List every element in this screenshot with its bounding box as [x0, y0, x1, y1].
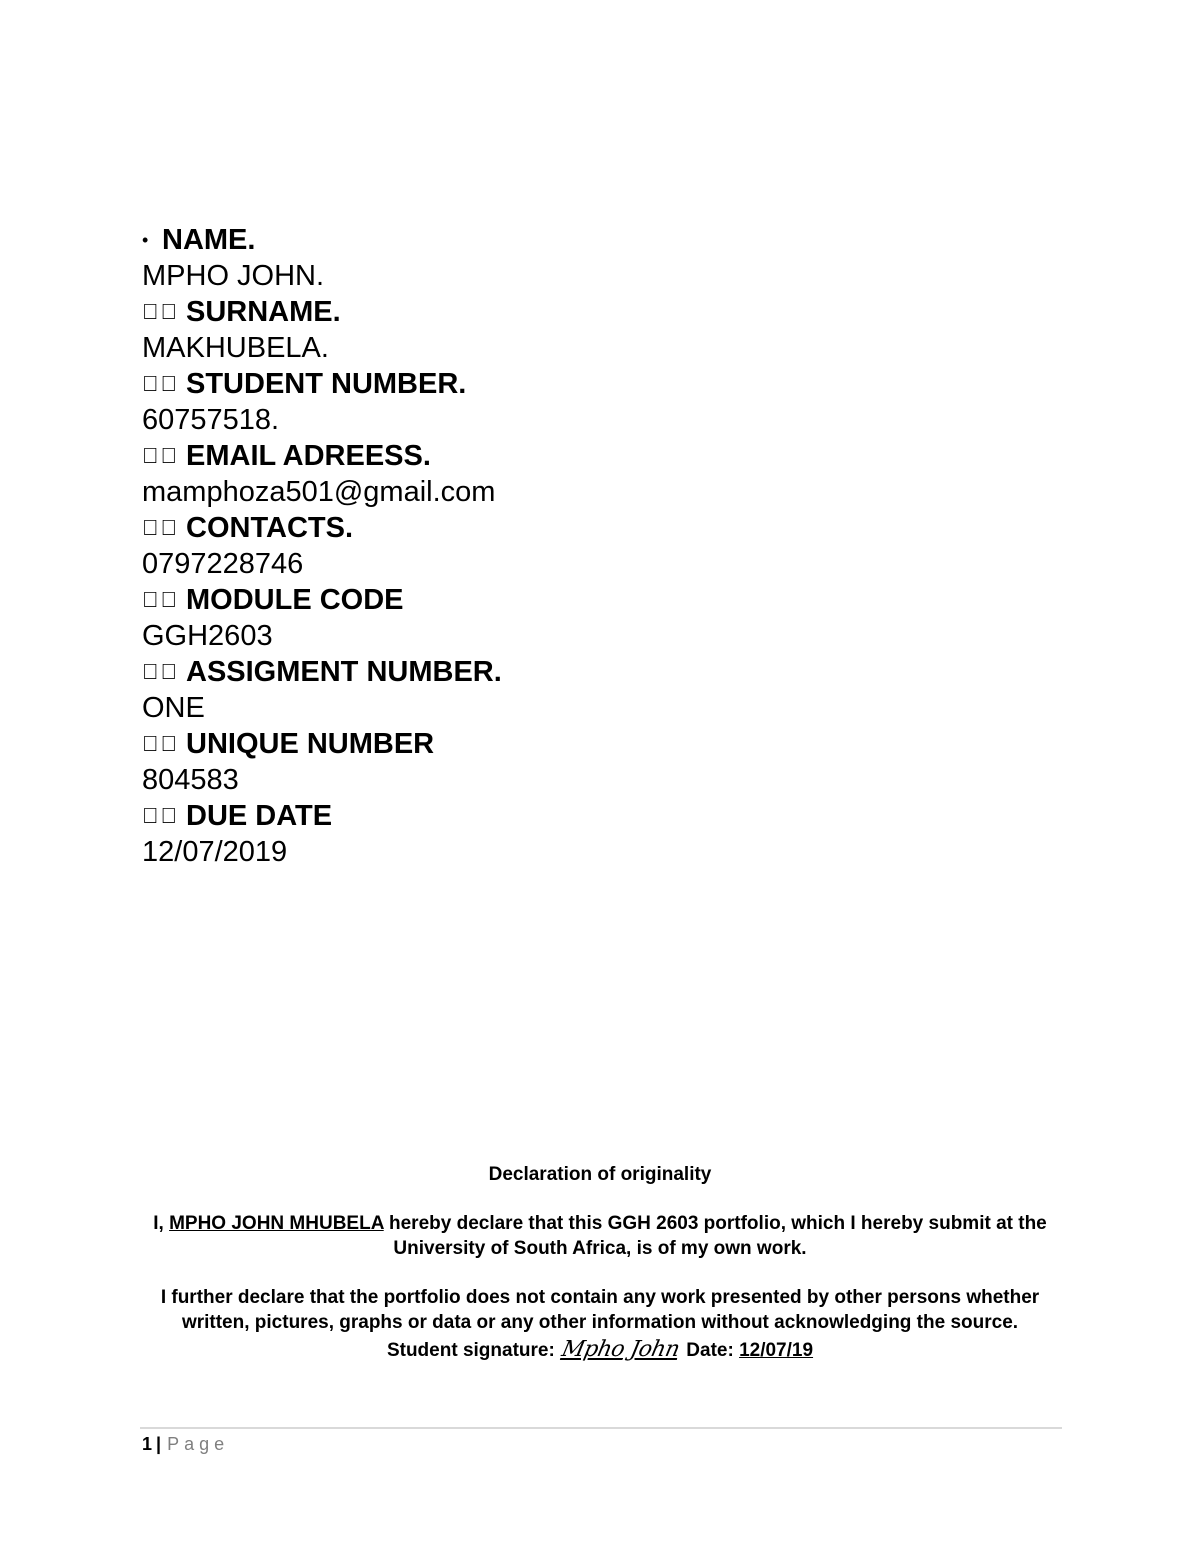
field-value-student-number: 60757518.: [142, 404, 280, 436]
footer-separator: |: [156, 1434, 162, 1454]
field-label-email: EMAIL ADREESS.: [142, 438, 842, 474]
footer-divider: [140, 1427, 1062, 1429]
field-label-surname: SURNAME.: [142, 294, 842, 330]
field-label-due-date: DUE DATE: [142, 798, 842, 834]
field-value-surname: MAKHUBELA.: [142, 332, 329, 364]
field-value-email: mamphoza501@gmail.com: [142, 476, 496, 508]
declarant-name: MPHO JOHN MHUBELA: [169, 1213, 384, 1234]
field-value-assignment-number: ONE: [142, 692, 205, 724]
date-label: Date:: [681, 1340, 740, 1361]
field-label-unique-number: UNIQUE NUMBER: [142, 726, 842, 762]
student-details: [142, 222, 842, 870]
field-value-name: MPHO JOHN.: [142, 260, 325, 292]
missing-glyph-icon: [142, 438, 186, 474]
student-signature: Mpho John: [559, 1337, 682, 1362]
missing-glyph-icon: [142, 726, 186, 762]
missing-glyph-icon: [142, 366, 186, 402]
field-value-due-date: 12/07/2019: [142, 836, 288, 868]
missing-glyph-icon: [142, 294, 186, 330]
field-label-contacts: CONTACTS.: [142, 510, 842, 546]
signature-label: Student signature:: [386, 1340, 561, 1361]
declaration-title: Declaration of originality: [488, 1164, 712, 1185]
declaration-paragraph-1: I, MPHO JOHN MHUBELA hereby declare that this GGH 2603 portfolio, which I hereby submit at the University of South Africa, is of my own work.: [153, 1213, 1047, 1259]
missing-glyph-icon: [142, 510, 186, 546]
field-label-assignment-number: ASSIGMENT NUMBER.: [142, 654, 842, 690]
declaration-paragraph-2: I further declare that the portfolio does not contain any work presented by other persons whether written, pictures, graphs or data or any other information without acknowledging the source.: [160, 1287, 1040, 1333]
field-value-unique-number: 804583: [142, 764, 239, 796]
field-label-name: • NAME.: [142, 224, 256, 256]
bullet-icon: •: [142, 230, 151, 250]
page-number: 1: [142, 1434, 153, 1454]
field-label-module-code: MODULE CODE: [142, 582, 842, 618]
missing-glyph-icon: [142, 654, 186, 690]
page-footer: [142, 1432, 229, 1456]
declaration-of-originality: [140, 1162, 1060, 1366]
field-value-contacts: 0797228746: [142, 548, 304, 580]
field-label-student-number: STUDENT NUMBER.: [142, 366, 842, 402]
missing-glyph-icon: [142, 798, 186, 834]
signature-date: 12/07/19: [739, 1340, 814, 1361]
page-word: Page: [167, 1434, 230, 1454]
field-value-module-code: GGH2603: [142, 620, 273, 652]
missing-glyph-icon: [142, 582, 186, 618]
signature-line: [140, 1335, 1060, 1366]
